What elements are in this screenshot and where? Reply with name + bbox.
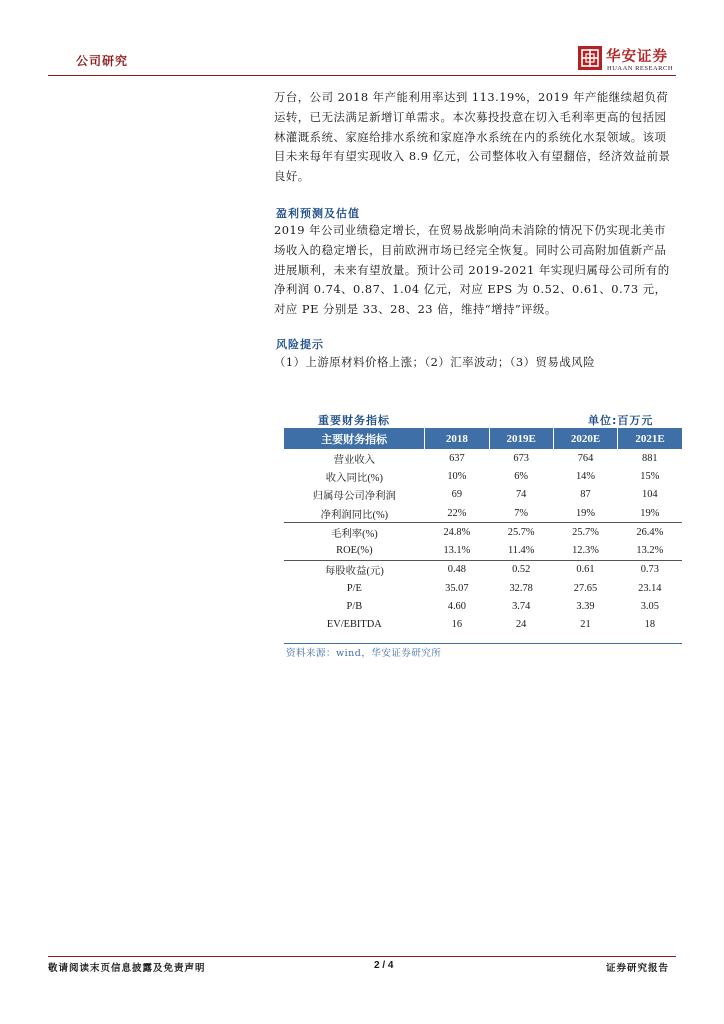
table-cell: 881 xyxy=(642,452,658,464)
earnings-paragraph: 2019 年公司业绩稳定增长，在贸易战影响尚未消除的情况下仍实现北美市场收入的稳定增长，目前欧洲市场已经完全恢复。同时公司高附加值新产品进展顺利，未来有望放量。预计公司 2019-2021 年实现归属母公司所有的净利润 0.74、0.87、1.04 亿元，对应 EPS 为 0.52、0.61、0.73 元，对应 PE 分别是 33、28、23 倍，维持“增持”评级。 xyxy=(274,223,670,317)
report-section-title: 公司研究 xyxy=(76,54,129,68)
column-header: 2020E xyxy=(553,428,617,449)
table-cell: 26.4% xyxy=(618,523,682,542)
column-header: 2019E xyxy=(489,428,553,449)
table-cell: 11.4% xyxy=(507,545,535,557)
table-row xyxy=(284,616,682,634)
table-cell: 3.39 xyxy=(576,601,595,613)
footer-divider xyxy=(48,956,676,957)
table-cell: 16 xyxy=(451,619,463,631)
table-cell: 104 xyxy=(642,489,658,501)
row-label: 净利润同比(%) xyxy=(320,509,389,521)
table-row xyxy=(284,579,682,597)
table-cell: 74 xyxy=(515,489,527,501)
table-cell: 24 xyxy=(515,619,527,631)
table-cell: 15% xyxy=(640,470,660,482)
earnings-heading: 盈利预测及估值 xyxy=(276,207,360,220)
table-cell: 637 xyxy=(449,452,465,464)
table-row xyxy=(284,597,682,615)
row-label: 每股收益(元) xyxy=(284,560,425,579)
risk-heading: 风险提示 xyxy=(276,338,324,351)
table-cell: 13.1% xyxy=(443,545,471,557)
row-label: 归属母公司净利润 xyxy=(312,491,396,503)
table-cell: 12.3% xyxy=(572,545,599,557)
table-caption: 重要财务指标 xyxy=(318,414,390,427)
risk-paragraph: （1）上游原材料价格上涨；（2）汇率波动；（3）贸易战风险 xyxy=(274,355,595,369)
table-cell: 0.52 xyxy=(489,560,553,579)
table-cell: 22% xyxy=(447,507,467,519)
row-label: 收入同比(%) xyxy=(325,472,383,484)
row-label: 营业收入 xyxy=(333,454,376,466)
table-cell: 21 xyxy=(580,619,591,631)
table-cell: 25.7% xyxy=(489,523,553,542)
table-cell: 13.2% xyxy=(636,545,664,557)
table-cell: 14% xyxy=(575,470,595,482)
table-cell: 10% xyxy=(447,470,467,482)
table-row xyxy=(284,541,682,560)
table-cell: 25.7% xyxy=(553,523,617,542)
logo-mark-icon xyxy=(578,46,602,70)
table-cell: 23.14 xyxy=(638,582,662,594)
footer-report-type: 证券研究报告 xyxy=(606,963,670,974)
row-label: ROE(%) xyxy=(336,545,373,557)
intro-paragraph: 万台，公司 2018 年产能利用率达到 113.19%，2019 年产能继续超负荷运转，已无法满足新增订单需求。本次募投投意在切入毛利率更高的包括园林灌溉系统、家庭给排水系统和家庭净水系统在内的系统化水泵领域。该项目未来每年有望实现收入 8.9 亿元，公司整体收入有望翻倍，经济效益前景良好。 xyxy=(274,90,671,184)
table-cell: 0.48 xyxy=(425,560,489,579)
table-cell: 7% xyxy=(514,507,529,519)
logo-name: 华安证券 xyxy=(606,48,668,65)
table-source-note: 资料来源：wind，华安证券研究所 xyxy=(286,648,442,659)
table-row xyxy=(284,504,682,523)
table-cell: 19% xyxy=(575,507,595,519)
column-header: 主要财务指标 xyxy=(284,428,425,449)
table-cell: 3.05 xyxy=(640,601,659,613)
table-header-row xyxy=(284,428,682,449)
page-number: 2 / 4 xyxy=(374,960,394,971)
table-cell: 3.74 xyxy=(512,601,531,613)
table-cell: 87 xyxy=(580,489,591,501)
table-row xyxy=(284,523,682,542)
table-cell: 69 xyxy=(451,489,463,501)
table-row xyxy=(284,486,682,504)
column-header: 2018 xyxy=(425,428,489,449)
table-cell: 24.8% xyxy=(425,523,489,542)
financial-metrics-table xyxy=(284,428,682,634)
table-cell: 673 xyxy=(513,452,529,464)
column-header: 2021E xyxy=(618,428,682,449)
table-unit: 单位:百万元 xyxy=(588,414,654,427)
table-cell: 0.73 xyxy=(618,560,682,579)
row-label: EV/EBITDA xyxy=(326,619,382,631)
table-row xyxy=(284,449,682,467)
table-cell: 6% xyxy=(514,470,529,482)
company-logo xyxy=(578,46,674,74)
table-cell: 18 xyxy=(644,619,656,631)
table-cell: 0.61 xyxy=(553,560,617,579)
row-label: P/E xyxy=(346,582,362,594)
table-cell: 32.78 xyxy=(509,582,533,594)
table-bottom-rule xyxy=(284,643,682,644)
header-divider xyxy=(48,75,676,76)
row-label: 毛利率(%) xyxy=(284,523,425,542)
table-row xyxy=(284,560,682,579)
logo-subtitle: HUAAN RESEARCH xyxy=(607,65,674,72)
table-cell: 19% xyxy=(640,507,660,519)
table-row xyxy=(284,467,682,485)
table-cell: 4.60 xyxy=(447,601,466,613)
table-cell: 27.65 xyxy=(573,582,598,594)
footer-disclaimer: 敬请阅读末页信息披露及免责声明 xyxy=(48,963,206,974)
table-cell: 764 xyxy=(577,452,594,464)
row-label: P/B xyxy=(346,601,363,613)
table-cell: 35.07 xyxy=(445,582,469,594)
